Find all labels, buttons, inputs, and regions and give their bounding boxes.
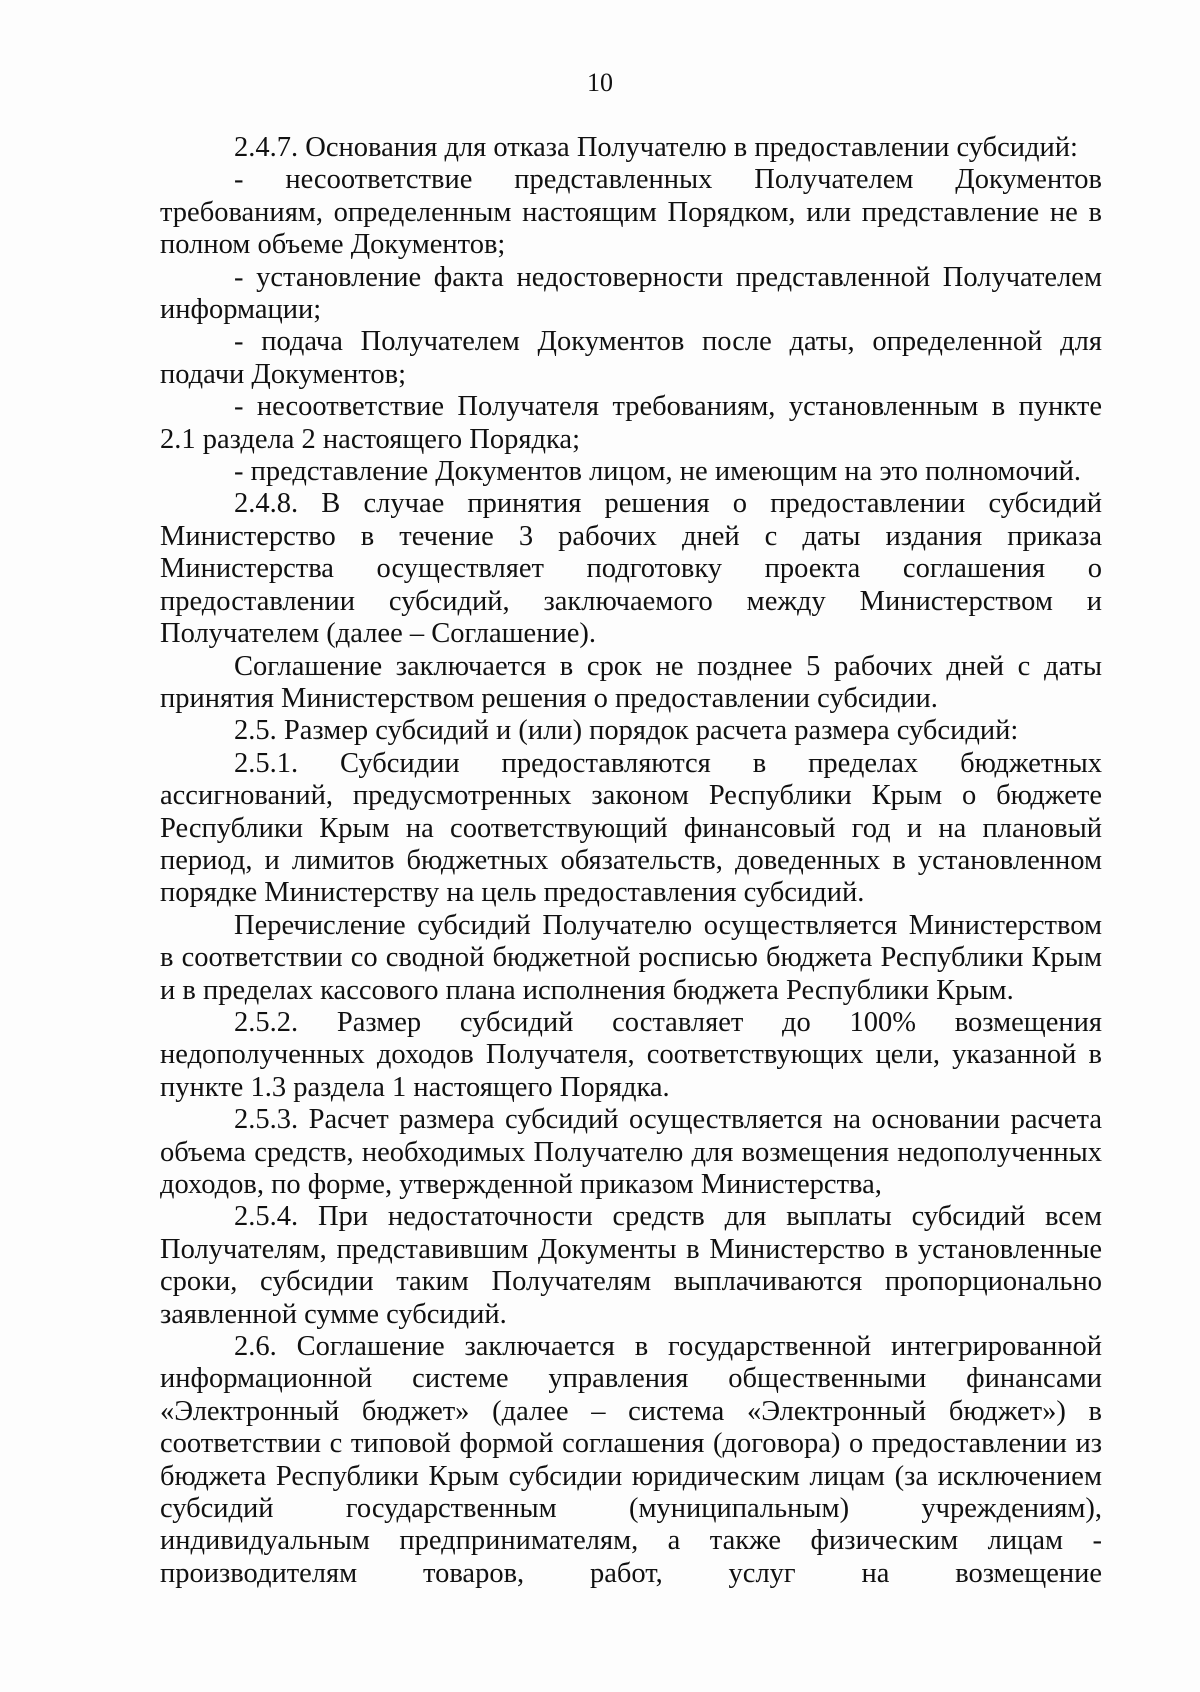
paragraph-2-5-3: 2.5.3. Расчет размера субсидий осуществляется на основании расчета объема средств, необходимых Получателю для возмещения недополученных доходов, по форме, утвержденной приказом Министерства,: [160, 1104, 1102, 1200]
list-item-no-authority: - представление Документов лицом, не имеющим на это полномочий.: [234, 456, 1081, 488]
list-item-requirements-mismatch: - несоответствие Получателя требованиям, установленным в пункте 2.1 раздела 2 настоящего Порядка;: [160, 391, 1102, 455]
list-item-false-information: - установление факта недостоверности представленной Получателем информации;: [160, 261, 1102, 326]
paragraph-transfer: Перечисление субсидий Получателю осуществляется Министерством в соответствии со сводной бюджетной росписью бюджета Республики Крым и в пределах кассового плана исполнения бюджета Республики Крым.: [160, 909, 1102, 1006]
paragraph-2-5-4: 2.5.4. При недостаточности средств для выплаты субсидий всем Получателям, представившим Документы в Министерство в установленные сроки, субсидии таким Получателям выплачиваются пропорционально заявленной сумме субсидий.: [160, 1201, 1102, 1330]
paragraph-2-5: 2.5. Размер субсидий и (или) порядок расчета размера субсидий:: [234, 715, 1019, 747]
paragraph-2-5-2: 2.5.2. Размер субсидий составляет до 100% возмещения недополученных доходов Получателя, соответствующих цели, указанной в пункте 1.3 раздела 1 настоящего Порядка.: [160, 1006, 1102, 1103]
paragraph-2-5-1: 2.5.1. Субсидии предоставляются в пределах бюджетных ассигнований, предусмотренных законом Республики Крым о бюджете Республики Крым на соответствующий финансовый год и на плановый период, и лимитов бюджетных обязательств, доведенных в установленном порядке Министерству на цель предоставления субсидий.: [160, 747, 1102, 909]
document-body: [160, 132, 1102, 1590]
paragraph-2-6: 2.6. Соглашение заключается в государственной интегрированной информационной системе управления общественными финансами «Электронный бюджет» (далее – система «Электронный бюджет») в соответствии с типовой формой соглашения (договора) о предоставлении из бюджета Республики Крым субсидии юридическим лицам (за исключением субсидий государственным (муниципальным) учреждениям), индивидуальным предпринимателям, а также физическим лицам - производителям товаров, работ, услуг на возмещение: [160, 1331, 1102, 1589]
list-item-documents-mismatch: - несоответствие представленных Получателем Документов требованиям, определенным настоящим Порядком, или представление не в полном объеме Документов;: [160, 164, 1102, 261]
paragraph-2-4-7: 2.4.7. Основания для отказа Получателю в предоставлении субсидий:: [234, 132, 1078, 163]
list-item-late-submission: - подача Получателем Документов после даты, определенной для подачи Документов;: [160, 326, 1102, 390]
page-number: 10: [587, 68, 613, 97]
paragraph-agreement-term: Соглашение заключается в срок не позднее 5 рабочих дней с даты принятия Министерством решения о предоставлении субсидии.: [160, 650, 1102, 714]
paragraph-2-4-8: 2.4.8. В случае принятия решения о предоставлении субсидий Министерство в течение 3 рабочих дней с даты издания приказа Министерства осуществляет подготовку проекта соглашения о предоставлении субсидий, заключаемого между Министерством и Получателем (далее – Соглашение).: [160, 488, 1102, 650]
